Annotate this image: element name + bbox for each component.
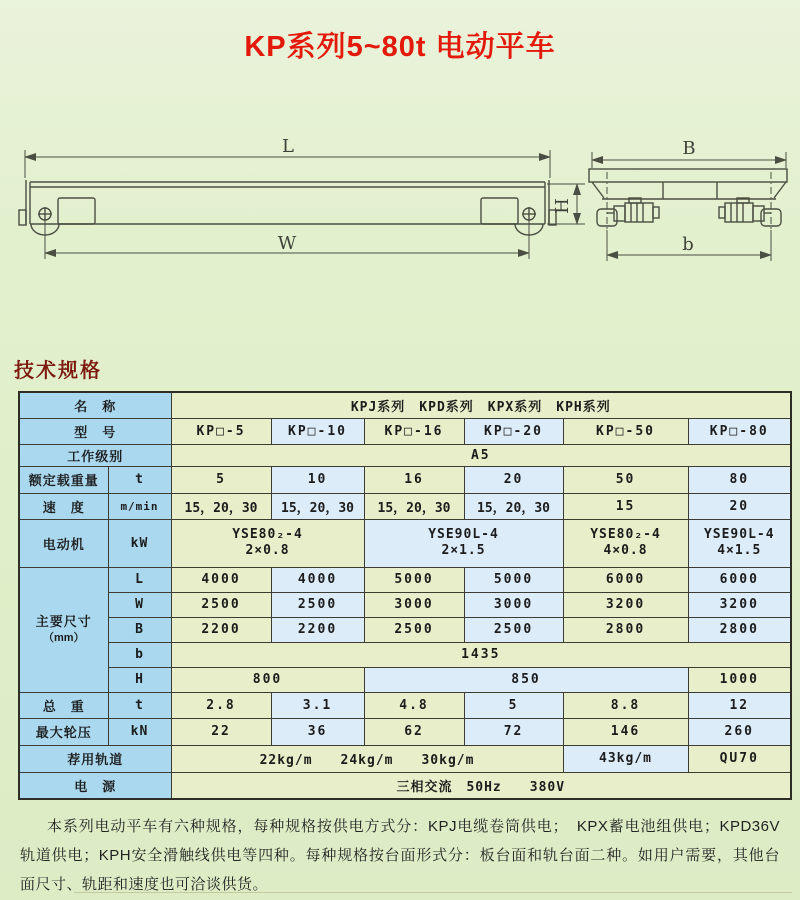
- value-cell: 2500: [171, 592, 271, 617]
- power-value-cell: 三相交流 50Hz 380V: [171, 772, 791, 799]
- value-cell: 146: [563, 718, 688, 745]
- motor-model: YSE90L-4: [703, 527, 775, 542]
- row-label-model: 型 号: [19, 418, 171, 444]
- dim-label-H: H: [552, 198, 573, 214]
- weight-unit-cell: t: [108, 692, 171, 718]
- model-cell: KP□-50: [563, 418, 688, 444]
- value-cell: 5000: [364, 567, 464, 592]
- row-dim-b: [19, 642, 791, 667]
- value-cell: 800: [171, 667, 364, 692]
- row-label-duty: 工作级别: [19, 444, 171, 466]
- centerlines: [607, 172, 771, 232]
- dim-label-W: W: [277, 233, 297, 254]
- value-cell: 80: [688, 466, 791, 493]
- value-cell: 5: [464, 692, 563, 718]
- row-label-capacity: 额定载重量: [19, 466, 108, 493]
- row-label-weight: 总 重: [19, 692, 108, 718]
- motor-config: 2×0.8: [245, 543, 290, 558]
- value-cell: 2800: [563, 617, 688, 642]
- value-cell: 4000: [171, 567, 271, 592]
- footer-paragraph: 本系列电动平车有六种规格，每种规格按供电方式分：KPJ电缆卷筒供电； KPX蓄电池组供电；KPD36V轨道供电；KPH安全滑触线供电等四种。每种规格按台面形式分：板台面和轨台面二种。如用户需要，其他台面尺寸、轨距和速度也可洽谈供货。: [20, 818, 780, 893]
- value-cell: 3.1: [271, 692, 364, 718]
- value-cell: 5: [171, 466, 271, 493]
- model-cell: KP□-16: [364, 418, 464, 444]
- row-label-motor: 电动机: [19, 519, 108, 567]
- value-cell: 6000: [563, 567, 688, 592]
- row-label-power: 电 源: [19, 772, 171, 799]
- motor-config: 2×1.5: [441, 543, 486, 558]
- rail-main-cell: 22kg/m 24kg/m 30kg/m: [171, 745, 563, 772]
- row-label-speed: 速 度: [19, 493, 108, 519]
- row-rail: [19, 745, 791, 772]
- technical-drawing: [0, 122, 800, 294]
- value-cell: 3200: [688, 592, 791, 617]
- value-cell: 15，20，30: [464, 493, 563, 519]
- value-cell: 2200: [271, 617, 364, 642]
- dim-label-B: B: [682, 138, 696, 159]
- value-cell: 6000: [688, 567, 791, 592]
- value-cell: 22: [171, 718, 271, 745]
- motor-cell: [171, 519, 364, 567]
- value-cell: 2500: [464, 617, 563, 642]
- model-cell: KP□-20: [464, 418, 563, 444]
- row-dim-H: [19, 667, 791, 692]
- value-cell: 50: [563, 466, 688, 493]
- rail-50-cell: 43kg/m: [563, 745, 688, 772]
- row-dim-B: [19, 617, 791, 642]
- value-cell: 36: [271, 718, 364, 745]
- value-cell: 3000: [464, 592, 563, 617]
- row-model: [19, 418, 791, 444]
- value-cell: 260: [688, 718, 791, 745]
- motor-model: YSE80₂-4: [232, 527, 303, 542]
- wheel-load-unit-cell: kN: [108, 718, 171, 745]
- model-cell: KP□-10: [271, 418, 364, 444]
- value-cell: 16: [364, 466, 464, 493]
- series-list-cell: KPJ系列 KPD系列 KPX系列 KPH系列: [171, 392, 791, 418]
- row-series-name: [19, 392, 791, 418]
- value-cell: 1000: [688, 667, 791, 692]
- value-cell: 20: [688, 493, 791, 519]
- value-cell: 72: [464, 718, 563, 745]
- dim-label-b: b: [682, 234, 694, 255]
- dimension-labels: [278, 136, 696, 255]
- value-cell: 12: [688, 692, 791, 718]
- row-power: [19, 772, 791, 799]
- dim-sub-label-B: B: [108, 617, 171, 642]
- value-cell: 2800: [688, 617, 791, 642]
- row-dim-L: [19, 567, 791, 592]
- dimension-lines: [25, 150, 786, 261]
- motor-unit-cell: kW: [108, 519, 171, 567]
- value-cell: 2200: [171, 617, 271, 642]
- value-cell: 15，20，30: [271, 493, 364, 519]
- value-cell: 850: [364, 667, 688, 692]
- row-duty-class: [19, 444, 791, 466]
- value-cell: 3200: [563, 592, 688, 617]
- value-cell: 2500: [364, 617, 464, 642]
- bottom-divider: [74, 892, 792, 893]
- dim-sub-label-b: b: [108, 642, 171, 667]
- duty-value-cell: A5: [171, 444, 791, 466]
- row-motor: [19, 519, 791, 567]
- value-cell: 10: [271, 466, 364, 493]
- value-cell: 15: [563, 493, 688, 519]
- row-label-main-dimensions: [19, 567, 108, 692]
- capacity-unit-cell: t: [108, 466, 171, 493]
- row-capacity: [19, 466, 791, 493]
- motor-model: YSE90L-4: [428, 527, 499, 542]
- value-cell: 3000: [364, 592, 464, 617]
- value-cell: 20: [464, 466, 563, 493]
- row-wheel-load: [19, 718, 791, 745]
- spec-table: [18, 391, 792, 800]
- section-heading: 技术规格: [14, 360, 102, 382]
- row-speed: [19, 493, 791, 519]
- motor-config: 4×1.5: [717, 543, 762, 558]
- motor-config: 4×0.8: [603, 543, 648, 558]
- value-cell: 15，20，30: [364, 493, 464, 519]
- row-label-wheel-load: 最大轮压: [19, 718, 108, 745]
- row-label-rail: 荐用轨道: [19, 745, 171, 772]
- model-cell: KP□-80: [688, 418, 791, 444]
- rail-80-cell: QU70: [688, 745, 791, 772]
- model-cell: KP□-5: [171, 418, 271, 444]
- value-cell: 4000: [271, 567, 364, 592]
- dim-sub-label-L: L: [108, 567, 171, 592]
- value-cell: 2.8: [171, 692, 271, 718]
- value-cell: 5000: [464, 567, 563, 592]
- dim-sub-label-H: H: [108, 667, 171, 692]
- value-cell: 15，20，30: [171, 493, 271, 519]
- motor-cell: [688, 519, 791, 567]
- motor-model: YSE80₂-4: [590, 527, 661, 542]
- side-view-body: [19, 180, 556, 235]
- end-view-body: [589, 169, 787, 226]
- value-cell: 2500: [271, 592, 364, 617]
- page-title: KP系列5~80t 电动平车: [244, 31, 556, 63]
- main-dimensions-unit: （mm）: [42, 631, 85, 644]
- value-cell: 1435: [171, 642, 791, 667]
- value-cell: 8.8: [563, 692, 688, 718]
- row-dim-W: [19, 592, 791, 617]
- motor-cell: [364, 519, 563, 567]
- value-cell: 4.8: [364, 692, 464, 718]
- speed-unit-cell: m/min: [108, 493, 171, 519]
- dim-sub-label-W: W: [108, 592, 171, 617]
- row-label-name: 名 称: [19, 392, 171, 418]
- value-cell: 62: [364, 718, 464, 745]
- row-total-weight: [19, 692, 791, 718]
- dim-label-L: L: [282, 136, 294, 157]
- main-dimensions-label: 主要尺寸: [35, 613, 92, 629]
- motor-cell: [563, 519, 688, 567]
